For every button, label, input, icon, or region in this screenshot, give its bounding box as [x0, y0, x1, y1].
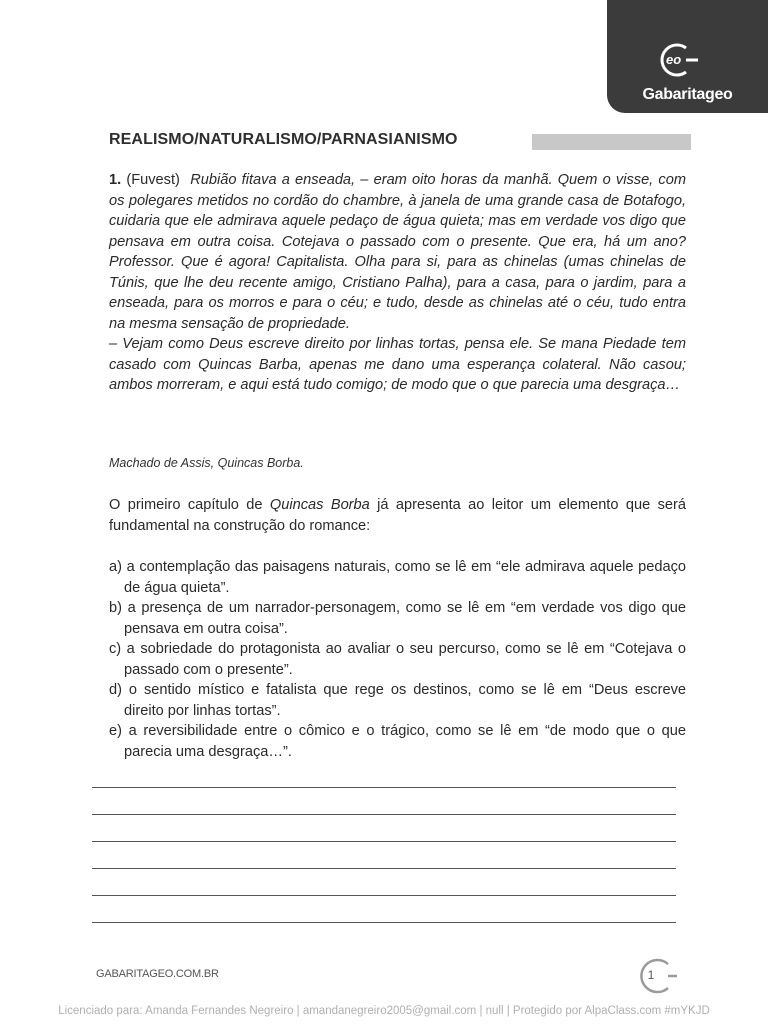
page-number: 1 — [647, 968, 655, 982]
answer-line — [92, 895, 676, 896]
answer-line — [92, 922, 676, 923]
answer-line — [92, 841, 676, 842]
section-title: REALISMO/NATURALISMO/PARNASIANISMO — [109, 131, 458, 148]
answer-line — [92, 814, 676, 815]
svg-text:eo: eo — [666, 52, 682, 67]
question-passage — [109, 170, 686, 396]
license-notice: Licenciado para: Amanda Fernandes Negreiro | amandanegreiro2005@gmail.com | null | Protegido por AlpaClass.com #mYKJD — [58, 1005, 710, 1017]
answer-line — [92, 787, 676, 788]
option-c: c) a sobriedade do protagonista ao avaliar o seu percurso, como se lê em “Cotejava o passado com o presente”. — [109, 641, 686, 678]
option-a: a) a contemplação das paisagens naturais, como se lê em “ele admirava aquele pedaço de água quieta”. — [109, 559, 686, 596]
passage-citation: Machado de Assis, Quincas Borba. — [109, 456, 304, 470]
stem-book-title: Quincas Borba — [269, 497, 370, 513]
option-b: b) a presença de um narrador-personagem, como se lê em “em verdade vos digo que pensava em outra coisa”. — [109, 600, 686, 637]
passage-paragraph-1 — [109, 170, 686, 334]
passage-text-1: Rubião fitava a enseada, – eram oito horas da manhã. Quem o visse, com os polegares metidos no cordão do chambre, à janela de uma grande casa de Botafogo, cuidaria que ele admirava aquele pedaço de água quieta; mas em verdade vos digo que pensava em outra coisa. Cotejava o passado com o presente. Que era, há um ano? Professor. Que é agora! Capitalista. Olha para si, para as chinelas (umas chinelas de Túnis, que lhe deu recente amigo, Cristiano Palha), para a casa, para o jardim, para a enseada, para os morros e para o céu; e tudo, desde as chinelas até o céu, tudo entra na mesma sensação de propriedade. — [109, 172, 686, 332]
question-stem — [109, 495, 686, 536]
brand-tab — [607, 0, 768, 113]
title-decoration-bar — [532, 134, 691, 150]
question-source: (Fuvest) — [126, 172, 180, 188]
brand-logo-icon — [656, 42, 700, 78]
option-d: d) o sentido místico e fatalista que rege os destinos, como se lê em “Deus escreve direito por linhas tortas”. — [109, 682, 686, 719]
question-number: 1. — [109, 172, 122, 188]
stem-text-after: já apresenta ao leitor um elemento que será fundamental na construção do romance: — [109, 497, 686, 534]
answer-options — [109, 557, 686, 762]
brand-name: Gabaritageo — [642, 86, 733, 103]
stem-text-before: O primeiro capítulo de — [109, 497, 270, 513]
answer-line — [92, 868, 676, 869]
passage-paragraph-2: – Vejam como Deus escreve direito por linhas tortas, pensa ele. Se mana Piedade tem casado com Quincas Barba, apenas me dano uma esperança colateral. Não casou; ambos morreram, e aqui está tudo comigo; de modo que o que parecia uma desgraça… — [109, 336, 686, 393]
option-e: e) a reversibilidade entre o cômico e o trágico, como se lê em “de modo que o que parecia uma desgraça…”. — [109, 723, 686, 760]
footer-site: GABARITAGEO.COM.BR — [96, 968, 219, 980]
answer-lines — [92, 787, 676, 949]
